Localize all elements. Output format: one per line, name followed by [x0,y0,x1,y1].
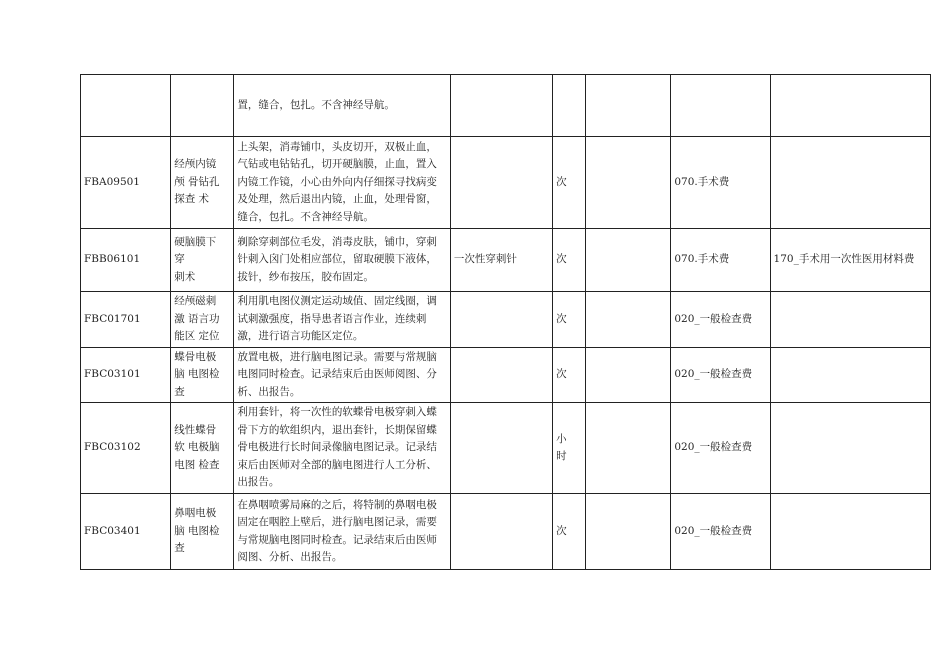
material-fee-category [770,292,930,348]
item-description: 剃除穿刺部位毛发，消毒皮肤，铺巾，穿刺针刺入囟门处相应部位，留取硬膜下液体，拔针，纱布按压，胶布固定。 [234,229,451,292]
table-row [81,229,931,292]
table-row [81,137,931,229]
material-fee-category [770,494,930,570]
item-code: FBC03401 [81,494,171,570]
price [586,292,671,348]
item-code: FBC03102 [81,403,171,494]
fee-category: 020_一般检查费 [671,403,770,494]
item-name [171,75,234,137]
pricing-unit: 次 [553,494,586,570]
table-row [81,75,931,137]
item-name: 经颅磁刺 激 语言功 能区 定位 [171,292,234,348]
fee-schedule-table [80,74,931,570]
item-name: 经颅内镜 颅 骨钻孔 探查 术 [171,137,234,229]
material-fee-category: 170_手术用一次性医用材料费 [770,229,930,292]
excluded-materials [450,403,552,494]
table-row [81,348,931,403]
item-code: FBC01701 [81,292,171,348]
item-description: 上头架，消毒铺巾，头皮切开，双极止血，气钻或电钻钻孔，切开硬脑膜，止血，置入内镜工作镜，小心由外向内仔细探寻找病变及处理，然后退出内镜，止血，处理骨窗，缝合，包扎。不含神经导航。 [234,137,451,229]
fee-category: 070.手术费 [671,137,770,229]
price [586,348,671,403]
fee-category: 070.手术费 [671,229,770,292]
item-name: 鼻咽电极 脑 电图检 查 [171,494,234,570]
excluded-materials [450,494,552,570]
item-name: 硬脑膜下 穿 刺术 [171,229,234,292]
item-code: FBB06101 [81,229,171,292]
pricing-unit: 次 [553,292,586,348]
item-description: 利用套针，将一次性的软蝶骨电极穿刺入蝶骨下方的软组织内，退出套针，长期保留蝶骨电极进行长时间录像脑电图记录。记录结束后由医师对全部的脑电图进行人工分析、出报告。 [234,403,451,494]
price [586,137,671,229]
item-code: FBC03101 [81,348,171,403]
item-description: 置，缝合，包扎。不含神经导航。 [234,75,451,137]
table-row [81,494,931,570]
fee-category: 020_一般检查费 [671,348,770,403]
price [586,229,671,292]
material-fee-category [770,75,930,137]
excluded-materials [450,292,552,348]
material-fee-category [770,137,930,229]
table-row [81,403,931,494]
table-row [81,292,931,348]
excluded-materials [450,75,552,137]
pricing-unit: 次 [553,137,586,229]
price [586,494,671,570]
material-fee-category [770,403,930,494]
pricing-unit: 次 [553,348,586,403]
item-description: 在鼻咽喷雾局麻的之后，将特制的鼻咽电极固定在咽腔上壁后，进行脑电图记录，需要与常规脑电图同时检查。记录结束后由医师阅图、分析、出报告。 [234,494,451,570]
fee-category [671,75,770,137]
pricing-unit: 小 时 [553,403,586,494]
item-name: 线性蝶骨 软 电极脑 电图 检查 [171,403,234,494]
item-code: FBA09501 [81,137,171,229]
excluded-materials [450,137,552,229]
pricing-unit [553,75,586,137]
item-description: 利用肌电图仪测定运动域值、固定线圈，调试刺激强度，指导患者语言作业，连续刺激，进行语言功能区定位。 [234,292,451,348]
fee-category: 020_一般检查费 [671,292,770,348]
fee-category: 020_一般检查费 [671,494,770,570]
excluded-materials [450,348,552,403]
material-fee-category [770,348,930,403]
price [586,75,671,137]
item-code [81,75,171,137]
item-name: 蝶骨电极 脑 电图检 查 [171,348,234,403]
excluded-materials: 一次性穿刺针 [450,229,552,292]
pricing-unit: 次 [553,229,586,292]
price [586,403,671,494]
item-description: 放置电极，进行脑电图记录。需要与常规脑电图同时检查。记录结束后由医师阅图、分析、出报告。 [234,348,451,403]
